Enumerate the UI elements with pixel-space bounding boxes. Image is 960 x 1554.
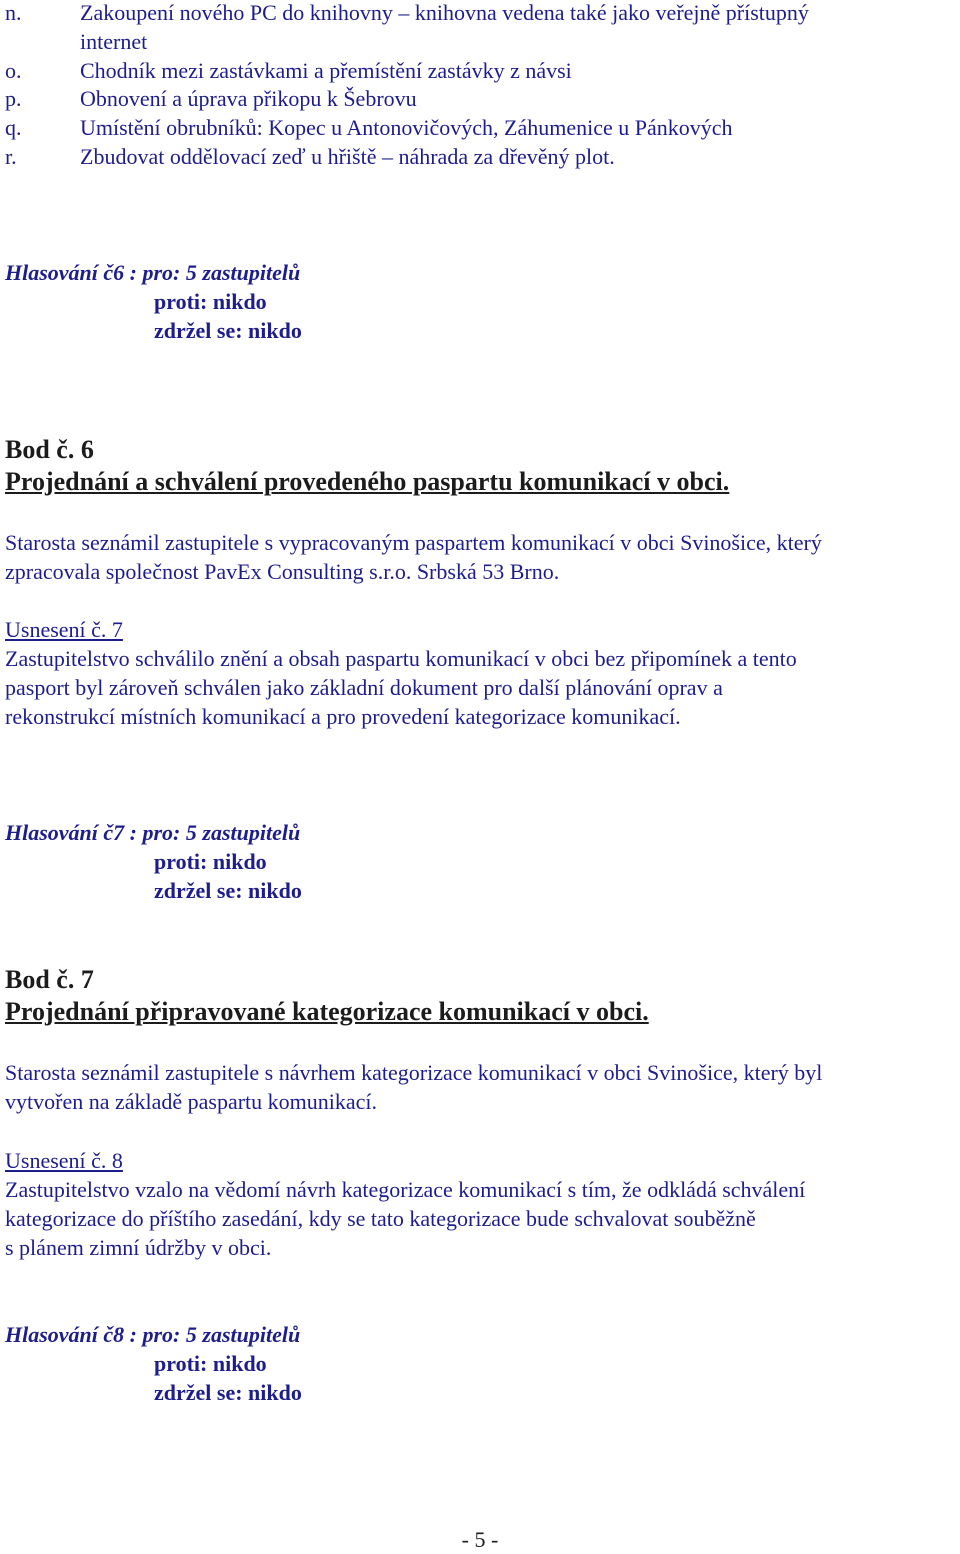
bod-subheading: Projednání připravované kategorizace komunikací v obci. (5, 997, 649, 1026)
vote-zdrzel: zdržel se: nikdo (154, 1380, 302, 1405)
bod-6-title (5, 434, 729, 498)
vote-zdrzel: zdržel se: nikdo (154, 878, 302, 903)
vote-proti: proti: nikdo (154, 1351, 267, 1376)
res-line: Zastupitelstvo vzalo na vědomí návrh kategorizace komunikací s tím, že odkládá schválení (5, 1177, 806, 1202)
vote-proti: proti: nikdo (154, 289, 267, 314)
list-letter: r. (5, 144, 17, 169)
para-line: zpracovala společnost PavEx Consulting s.r.o. Srbská 53 Brno. (5, 559, 560, 584)
usneseni-7-text (5, 644, 957, 731)
res-line: s plánem zimní údržby v obci. (5, 1235, 272, 1260)
para-line: Starosta seznámil zastupitele s návrhem kategorizace komunikací v obci Svinošice, který byl (5, 1060, 823, 1085)
para-line: Starosta seznámil zastupitele s vypracovaným paspartem komunikací v obci Svinošice, který (5, 530, 822, 555)
list-letter: q. (5, 115, 22, 140)
vote-line-pro (5, 1320, 302, 1349)
list-letter: n. (5, 0, 22, 25)
list-letter: p. (5, 86, 22, 111)
usneseni-label: Usnesení č. 8 (5, 1148, 123, 1173)
vote-label: Hlasování č6 : (5, 260, 137, 285)
vote-pro: pro: 5 zastupitelů (142, 1322, 301, 1347)
vote-zdrzel: zdržel se: nikdo (154, 318, 302, 343)
list-letter: o. (5, 58, 22, 83)
usneseni-8-text (5, 1175, 957, 1262)
vote-line-pro (5, 258, 302, 287)
bod-heading: Bod č. 7 (5, 965, 94, 994)
vote-pro: pro: 5 zastupitelů (142, 820, 301, 845)
list-text-cont: internet (80, 29, 148, 54)
usneseni-label: Usnesení č. 7 (5, 617, 123, 642)
vote-proti: proti: nikdo (154, 849, 267, 874)
vote-label: Hlasování č8 : (5, 1322, 137, 1347)
vote-label: Hlasování č7 : (5, 820, 137, 845)
para-line: vytvořen na základě paspartu komunikací. (5, 1089, 378, 1114)
vote-pro: pro: 5 zastupitelů (142, 260, 301, 285)
bod-7-title (5, 964, 649, 1028)
page-number: - 5 - (461, 1527, 499, 1552)
list-text: Obnovení a úprava přikopu k Šebrovu (80, 86, 417, 111)
vote-block-7 (5, 818, 302, 905)
list-text: Chodník mezi zastávkami a přemístění zastávky z návsi (80, 58, 572, 83)
vote-line-pro (5, 818, 302, 847)
list-item-r (5, 142, 615, 171)
bod-heading: Bod č. 6 (5, 435, 94, 464)
res-line: kategorizace do příštího zasedání, kdy se tato kategorizace bude schvalovat souběžně (5, 1206, 756, 1231)
list-item-o (5, 56, 572, 85)
res-line: pasport byl zároveň schválen jako základní dokument pro další plánování oprav a (5, 675, 723, 700)
bod-subheading: Projednání a schválení provedeného paspartu komunikací v obci. (5, 467, 730, 496)
bod-6-paragraph (5, 528, 957, 586)
list-text: Zbudovat oddělovací zeď u hřiště – náhrada za dřevěný plot. (80, 144, 615, 169)
list-item-p (5, 84, 417, 113)
vote-block-6 (5, 258, 302, 345)
list-item-n-continuation (80, 27, 147, 56)
res-line: rekonstrukcí místních komunikací a pro provedení kategorizace komunikací. (5, 704, 681, 729)
bod-7-paragraph (5, 1058, 957, 1116)
list-text: Zakoupení nového PC do knihovny – knihovna vedena také jako veřejně přístupný (80, 0, 809, 25)
usneseni-7-label (5, 615, 957, 644)
list-item-n (5, 0, 809, 27)
vote-block-8 (5, 1320, 302, 1407)
res-line: Zastupitelstvo schválilo znění a obsah paspartu komunikací v obci bez připomínek a tento (5, 646, 797, 671)
list-text: Umístění obrubníků: Kopec u Antonovičových, Záhumenice u Pánkových (80, 115, 733, 140)
list-item-q (5, 113, 733, 142)
usneseni-8-label (5, 1146, 957, 1175)
